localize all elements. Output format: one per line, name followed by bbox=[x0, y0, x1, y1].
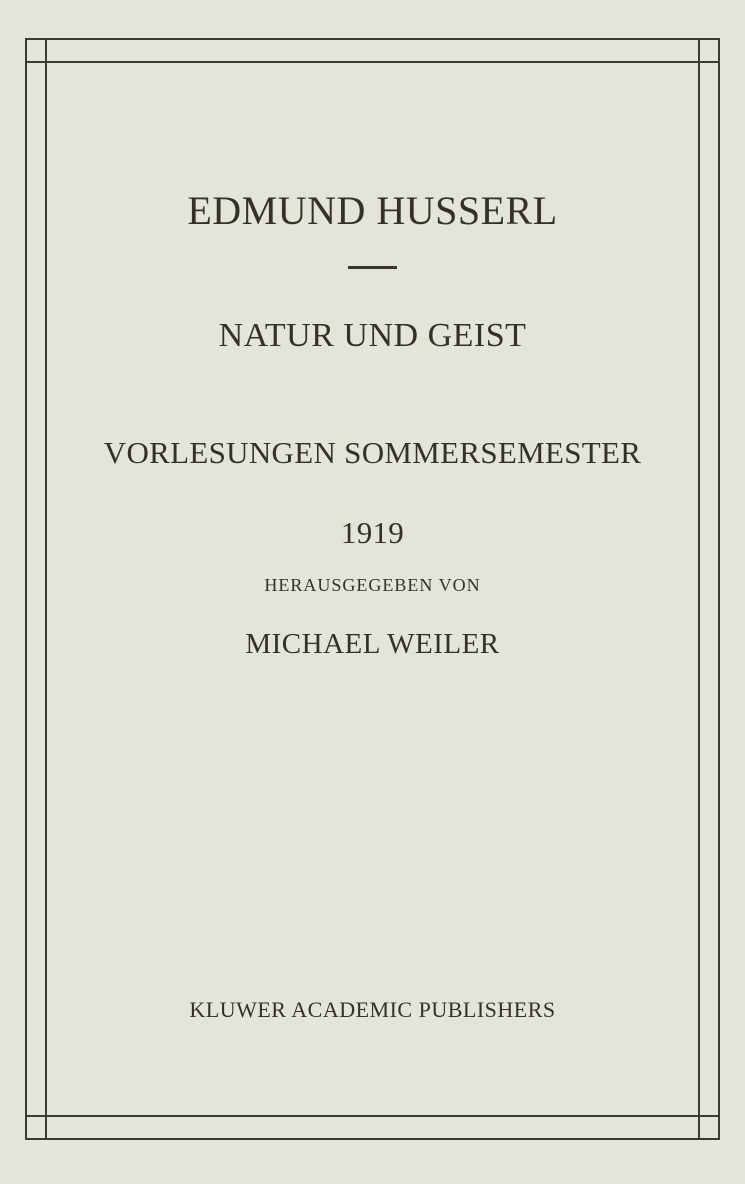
book-subtitle bbox=[0, 393, 745, 593]
editor-name: MICHAEL WEILER bbox=[245, 628, 500, 660]
subtitle-line-1: VORLESUNGEN SOMMERSEMESTER bbox=[103, 435, 642, 470]
subtitle-line-2: 1919 bbox=[340, 515, 405, 550]
title-divider-rule bbox=[348, 266, 397, 269]
frame-inner-top-rule bbox=[27, 61, 718, 63]
author-name: EDMUND HUSSERL bbox=[187, 188, 558, 233]
publisher-name: KLUWER ACADEMIC PUBLISHERS bbox=[189, 997, 556, 1022]
frame-inner-bottom-rule bbox=[27, 1115, 718, 1117]
book-title: NATUR UND GEIST bbox=[218, 317, 527, 354]
editor-label: HERAUSGEGEBEN VON bbox=[264, 575, 481, 595]
